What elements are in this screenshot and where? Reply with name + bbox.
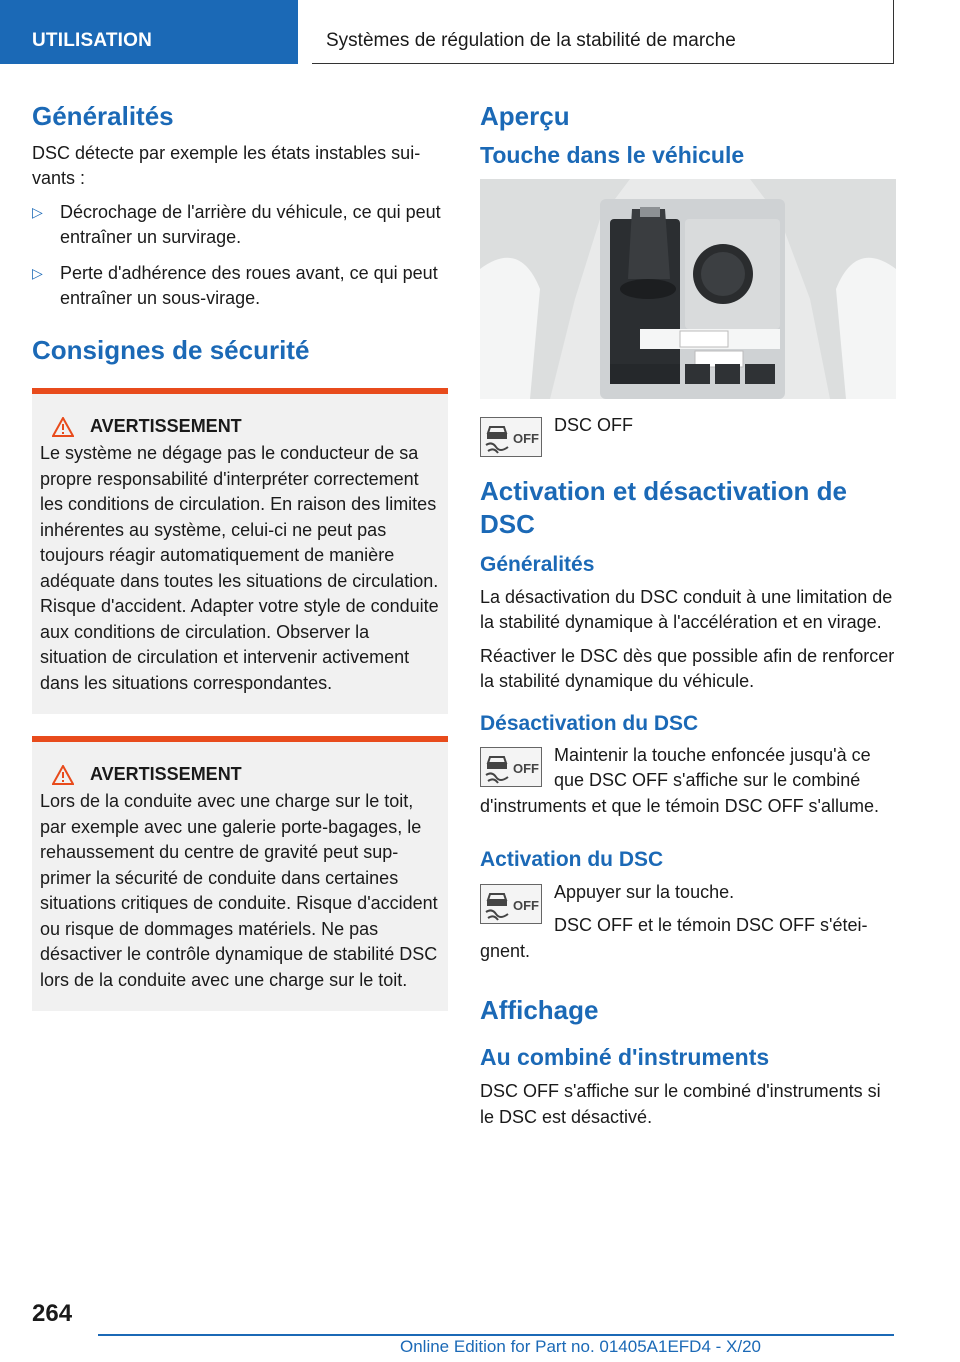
apercu-heading: Aperçu bbox=[480, 101, 570, 131]
left-column bbox=[32, 100, 448, 1025]
generalites-subheading: Généralités bbox=[480, 553, 595, 577]
footer-divider bbox=[98, 1334, 894, 1336]
combine-text: DSC OFF s'affiche sur le combiné d'instruments si le DSC est désactivé. bbox=[480, 1081, 881, 1127]
affichage-heading: Affichage bbox=[480, 995, 599, 1025]
icon-off-label: OFF bbox=[513, 760, 539, 776]
touche-heading: Touche dans le véhicule bbox=[480, 141, 745, 168]
instability-list bbox=[32, 200, 448, 312]
warning-text: Lors de la conduite avec une charge sur le toit, par exemple avec une galerie porte-bagages, le rehaussement du centre de gravité peut supprimer la sécurité de conduite dans certaines situations critiques de conduite. Risque d'accident ou risque de dommages matériels. Ne pas désactiver le contrôle dynamique de stabilité DSC lors de la conduite avec une charge sur le toit. bbox=[40, 791, 438, 990]
generalites-heading: Généralités bbox=[32, 101, 174, 131]
list-item-text: Perte d'adhérence des roues avant, ce qui peut entraîner un sous-virage. bbox=[60, 262, 438, 308]
dsc-off-button-icon bbox=[480, 884, 542, 924]
desactivation-row bbox=[480, 743, 896, 828]
center-console-photo bbox=[480, 179, 896, 399]
list-item-text: Décrochage de l'arrière du véhicule, ce qui peut entraîner un survirage. bbox=[60, 201, 441, 247]
safety-heading: Consignes de sécurité bbox=[32, 334, 310, 365]
triangle-bullet-icon: ▷ bbox=[32, 203, 43, 220]
dsc-off-row bbox=[480, 413, 896, 459]
dsc-off-button-icon bbox=[480, 417, 542, 457]
activation-text-1: Appuyer sur la touche. bbox=[554, 881, 735, 902]
warning-triangle-icon bbox=[52, 417, 74, 437]
activation-heading: Activation et désactivation de DSC bbox=[480, 476, 847, 539]
activation-row bbox=[480, 880, 896, 973]
warning-triangle-icon bbox=[52, 765, 74, 785]
warning-text: Le système ne dégage pas le conducteur de sa propre responsabilité d'interpréter correctement les conditions de circulation. En raison des limites inhérentes au système, celui-ci ne peut pas toujours réagir automatiquement de manière adéquate dans toutes les situations de circulation. Risque d'accident. Adapter votre style de conduite aux conditions de circulation. Observer la situation de circulation et intervenir activement dans les situations correspondantes. bbox=[40, 443, 439, 693]
triangle-bullet-icon: ▷ bbox=[32, 264, 43, 281]
activation-text-2: DSC OFF et le témoin DSC OFF s'éteignent. bbox=[480, 915, 868, 961]
warning-box bbox=[32, 736, 448, 1011]
warning-title: AVERTISSEMENT bbox=[90, 416, 242, 436]
generalites-paragraph-2: Réactiver le DSC dès que possible afin de renforcer la stabilité dynamique du véhicule. bbox=[480, 645, 895, 691]
combine-heading: Au combiné d'instruments bbox=[480, 1043, 770, 1070]
warning-box bbox=[32, 388, 448, 714]
generalites-paragraph-1: La désactivation du DSC conduit à une limitation de la stabilité dynamique à l'accélération et en virage. bbox=[480, 586, 893, 632]
list-item bbox=[32, 200, 448, 251]
activation-dsc-heading: Activation du DSC bbox=[480, 848, 664, 872]
desactivation-text: Maintenir la touche enfoncée jusqu'à ce que DSC OFF s'affiche sur le combiné d'instruments et que le témoin DSC OFF s'allume. bbox=[480, 744, 880, 816]
chapter-header bbox=[312, 0, 894, 64]
chapter-title: Systèmes de régulation de la stabilité de marche bbox=[326, 30, 736, 51]
generalites-intro: DSC détecte par exemple les états instables suivants : bbox=[32, 142, 421, 188]
icon-off-label: OFF bbox=[513, 897, 539, 913]
section-title: UTILISATION bbox=[32, 30, 153, 51]
desactivation-heading: Désactivation du DSC bbox=[480, 711, 699, 735]
section-tab bbox=[0, 0, 298, 64]
dsc-off-label: DSC OFF bbox=[554, 415, 633, 436]
page-number: 264 bbox=[32, 1300, 73, 1327]
list-item bbox=[32, 261, 448, 312]
dsc-off-button-icon bbox=[480, 747, 542, 787]
icon-off-label: OFF bbox=[513, 431, 539, 447]
footer-edition: Online Edition for Part no. 01405A1EFD4 - X/20 bbox=[400, 1337, 761, 1356]
warning-title: AVERTISSEMENT bbox=[90, 764, 242, 784]
right-column bbox=[480, 100, 896, 1138]
